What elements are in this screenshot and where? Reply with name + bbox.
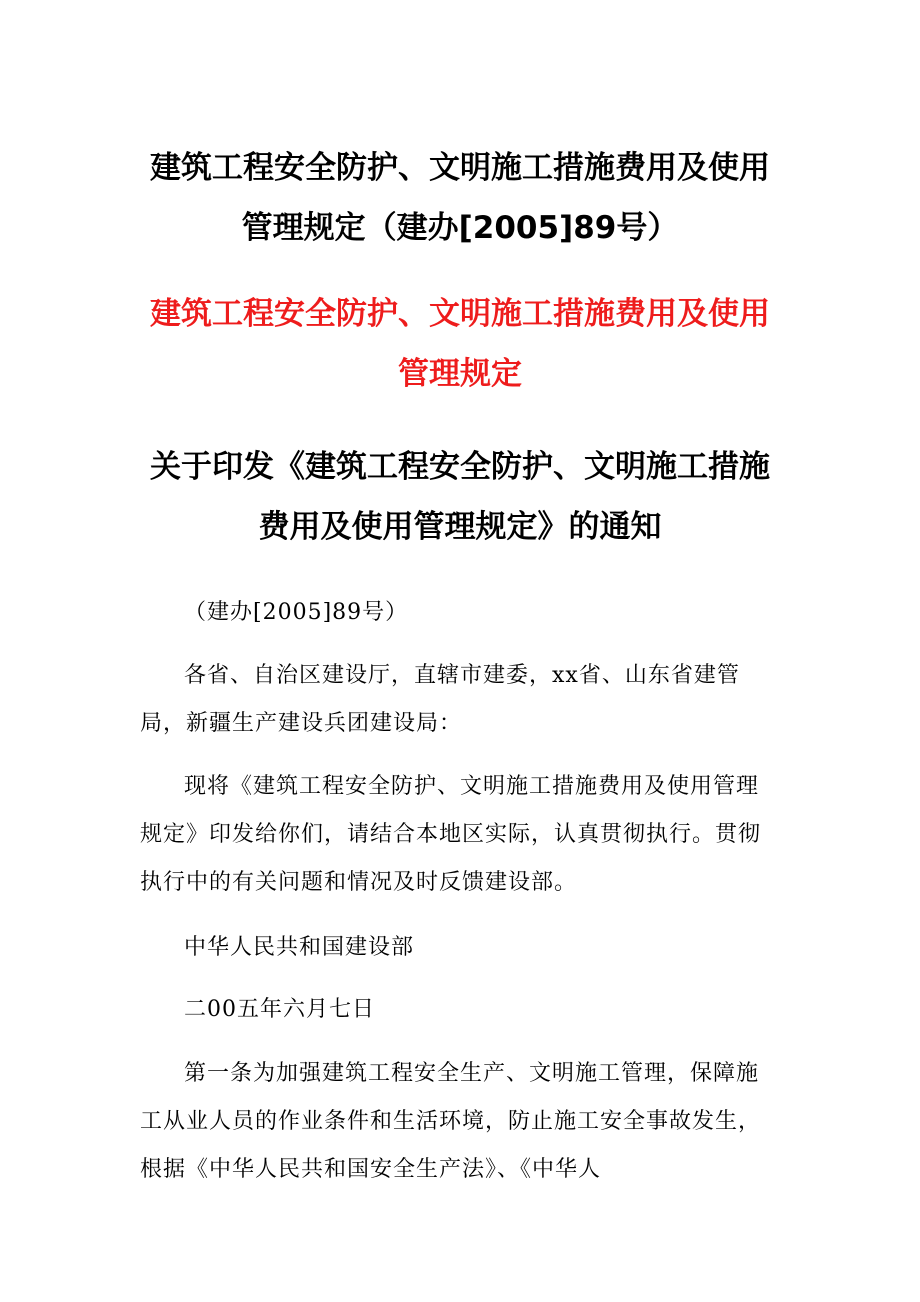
notice-title: 关于印发《建筑工程安全防护、文明施工措施费用及使用管理规定》的通知 bbox=[150, 449, 770, 545]
regulation-title-red: 建筑工程安全防护、文明施工措施费用及使用管理规定 bbox=[150, 296, 770, 392]
issuing-authority: 中华人民共和国建设部 bbox=[184, 935, 415, 960]
document-number: （建办[2005]89号） bbox=[184, 600, 409, 625]
article-1-paragraph: 第一条为加强建筑工程安全生产、文明施工管理，保障施工从业人员的作业条件和生活环境，防止施工安全事故发生，根据《中华人民共和国安全生产法》、《中华人 bbox=[140, 1061, 762, 1182]
notice-body-paragraph: 现将《建筑工程安全防护、文明施工措施费用及使用管理规定》印发给你们，请结合本地区实际，认真贯彻执行。贯彻执行中的有关问题和情况及时反馈建设部。 bbox=[140, 774, 762, 895]
addressees-paragraph: 各省、自治区建设厅，直辖市建委，xx省、山东省建管局，新疆生产建设兵团建设局： bbox=[140, 663, 740, 736]
issue-date: 二00五年六月七日 bbox=[184, 997, 375, 1022]
document-title: 建筑工程安全防护、文明施工措施费用及使用管理规定（建办[2005]89号） bbox=[150, 150, 770, 246]
